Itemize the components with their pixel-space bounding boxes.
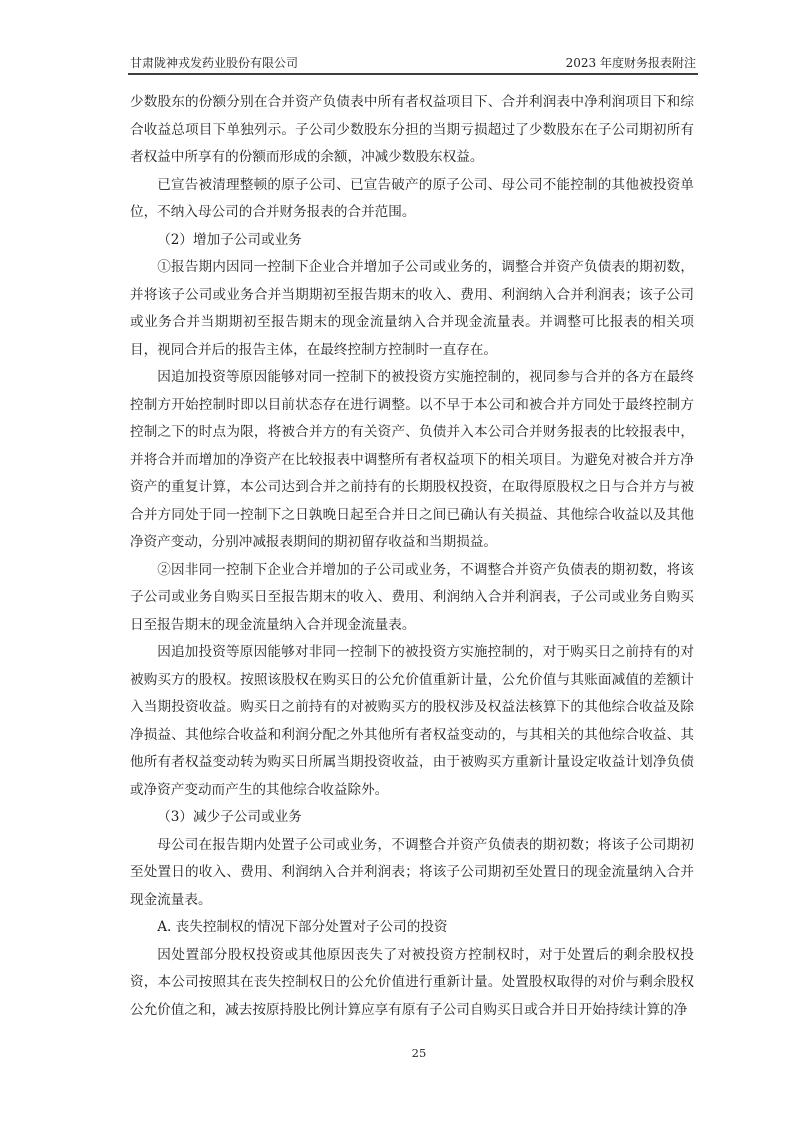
body-paragraph: 因处置部分股权投资或其他原因丧失了对被投资方控制权时，对于处置后的剩余股权投资，本公司按照其在丧失控制权日的公允价值进行重新计量。处置股权取得的对价与剩余股权公允价值之和，减去按原持股比例计算应享有原有子公司自购买日或合并日开始持续计算的净 — [130, 946, 694, 1018]
body-paragraph: 因追加投资等原因能够对非同一控制下的被投资方实施控制的，对于购买日之前持有的对被购买方的股权。按照该股权在购买日的公允价值重新计量，公允价值与其账面减值的差额计入当期投资收益。购买日之前持有的对被购买方的股权涉及权益法核算下的其他综合收益及除净损益、其他综合收益和利润分配之外其他所有者权益变动的，与其相关的其他综合收益、其他所有者权益变动转为购买日所属当期投资收益，由于被购买方重新计量设定收益计划净负债或净资产变动而产生的其他综合收益除外。 — [130, 644, 694, 798]
body-paragraph: 母公司在报告期内处置子公司或业务，不调整合并资产负债表的期初数；将该子公司期初至处置日的收入、费用、利润纳入合并利润表；将该子公司期初至处置日的现金流量纳入合并现金流量表。 — [130, 836, 694, 908]
document-body — [130, 89, 694, 1024]
section-heading-reduce-subsidiary: （3）减少子公司或业务 — [157, 809, 302, 825]
body-paragraph: ①报告期内因同一控制下企业合并增加子公司或业务的，调整合并资产负债表的期初数，并将该子公司或业务合并当期期初至报告期末的收入、费用、利润纳入合并利润表；该子公司或业务合并当期期初至报告期末的现金流量纳入合并现金流量表。并调整可比报表的相关项目，视同合并后的报告主体，在最终控制方控制时一直存在。 — [130, 259, 694, 358]
page-number: 25 — [411, 1046, 427, 1060]
header-divider — [128, 73, 698, 75]
body-paragraph: 因追加投资等原因能够对同一控制下的被投资方实施控制的，视同参与合并的各方在最终控制方开始控制时即以目前状态存在进行调整。以不早于本公司和被合并方同处于最终控制方控制之下的时点为限，将被合并方的有关资产、负债并入本公司合并财务报表的比较报表中，并将合并而增加的净资产在比较报表中调整所有者权益项下的相关项目。为避免对被合并方净资产的重复计算，本公司达到合并之前持有的长期股权投资，在取得原股权之日与合并方与被合并方同处于同一控制下之日孰晚日起至合并日之间已确认有关损益、其他综合收益以及其他净资产变动，分别冲减报表期间的期初留存收益和当期损益。 — [130, 369, 694, 550]
subsection-heading-loss-of-control: A. 丧失控制权的情况下部分处置对子公司的投资 — [157, 919, 448, 935]
body-paragraph: ②因非同一控制下企业合并增加的子公司或业务，不调整合并资产负债表的期初数，将该子公司或业务自购买日至报告期末的收入、费用、利润纳入合并利润表，子公司或业务自购买日至报告期末的现金流量纳入合并现金流量表。 — [130, 561, 694, 633]
body-paragraph-continuation: 少数股东的份额分别在合并资产负债表中所有者权益项目下、合并利润表中净利润项目下和综合收益总项目下单独列示。子公司少数股东分担的当期亏损超过了少数股东在子公司期初所有者权益中所享有的份额而形成的余额，冲减少数股东权益。 — [130, 94, 694, 165]
body-paragraph: 已宣告被清理整顿的原子公司、已宣告破产的原子公司、母公司不能控制的其他被投资单位，不纳入母公司的合并财务报表的合并范围。 — [130, 176, 694, 220]
page-footer — [412, 1046, 427, 1060]
header-doc-title: 2023 年度财务报表附注 — [565, 56, 696, 70]
header-company-name: 甘肃陇神戎发药业股份有限公司 — [130, 56, 299, 70]
section-heading-add-subsidiary: （2）增加子公司或业务 — [157, 231, 302, 248]
